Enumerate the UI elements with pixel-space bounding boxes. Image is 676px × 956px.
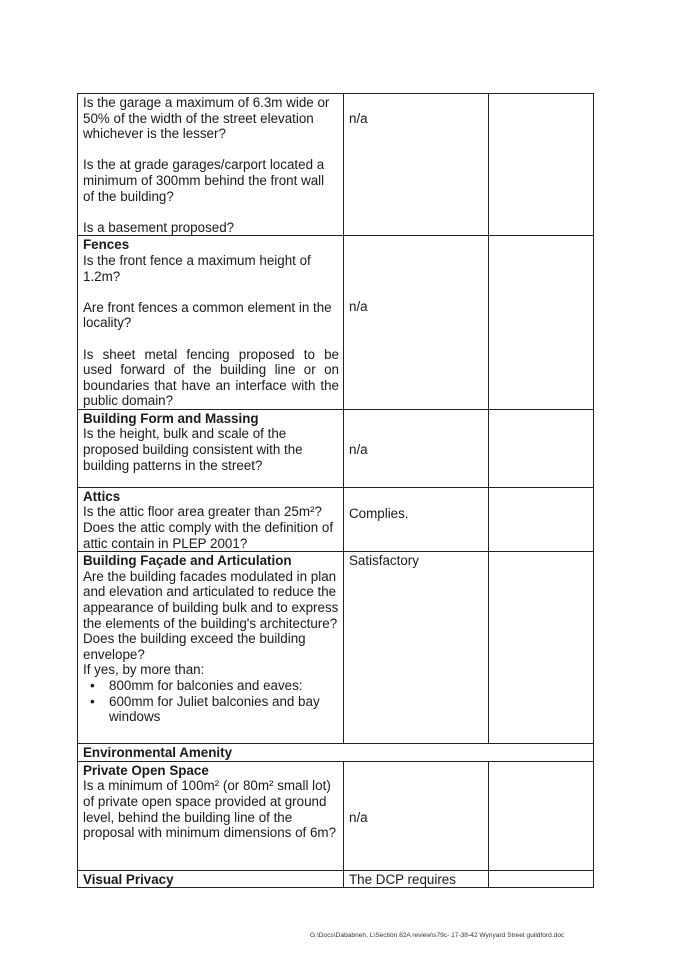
table-row-garage — [78, 94, 594, 236]
fences-heading: Fences — [83, 237, 130, 253]
form-answer-cell — [344, 409, 489, 487]
facade-questions — [78, 552, 344, 744]
amenity-heading: Environmental Amenity — [83, 745, 233, 761]
facade-answer: Satisfactory — [349, 553, 419, 569]
facade-heading: Building Façade and Articulation — [83, 553, 292, 569]
garage-comment-cell — [489, 94, 594, 236]
fences-comment-cell — [489, 236, 594, 410]
facade-answer-cell — [344, 552, 489, 744]
fences-q3: Is sheet metal fencing proposed to be used forward of the building line or on boundaries that have an interface with the public domain? — [83, 346, 339, 409]
form-q1: Is the height, bulk and scale of the proposed building consistent with the building patterns in the street? — [83, 426, 303, 473]
privacy-comment-cell — [489, 870, 594, 888]
open-space-answer-cell — [344, 761, 489, 870]
garage-q2: Is the at grade garages/carport located a minimum of 300mm behind the front wall of the building? — [83, 157, 325, 204]
attics-questions — [78, 487, 344, 551]
table-row-open-space — [78, 761, 594, 870]
attics-q1: Is the attic floor area greater than 25m²? Does the attic comply with the definition of attic contain in PLEP 2001? — [83, 504, 334, 551]
facade-q2: Does the building exceed the building envelope? — [83, 631, 306, 662]
attics-heading: Attics — [83, 488, 121, 504]
garage-answer: n/a — [349, 111, 368, 126]
open-space-q1: Is a minimum of 100m² (or 80m² small lot) of private open space provided at ground level, behind the building line of the proposal with minimum dimensions of 6m? — [83, 778, 337, 841]
open-space-comment-cell — [489, 761, 594, 870]
facade-comment-cell — [489, 552, 594, 744]
facade-q3: If yes, by more than: — [83, 662, 205, 678]
garage-q3: Is a basement proposed? — [83, 219, 235, 235]
privacy-heading-cell — [78, 870, 344, 888]
form-heading: Building Form and Massing — [83, 410, 259, 426]
list-item: • 800mm for balconies and eaves: — [109, 678, 339, 694]
amenity-heading-cell — [78, 744, 594, 762]
fences-q2: Are front fences a common element in the locality? — [83, 299, 332, 331]
attics-answer: Complies. — [349, 505, 409, 521]
privacy-answer: The DCP requires — [349, 871, 456, 887]
form-answer: n/a — [349, 441, 368, 457]
open-space-questions — [78, 761, 344, 870]
open-space-answer: n/a — [349, 809, 368, 825]
open-space-heading: Private Open Space — [83, 762, 209, 778]
fences-answer: n/a — [349, 299, 368, 315]
privacy-answer-cell — [344, 870, 489, 888]
fences-q1: Is the front fence a maximum height of 1.2m? — [83, 252, 311, 284]
garage-answer-cell — [344, 94, 489, 236]
fences-questions — [78, 236, 344, 410]
attics-answer-cell — [344, 487, 489, 551]
table-row-facade — [78, 552, 594, 744]
assessment-table — [77, 93, 594, 888]
garage-questions — [78, 94, 344, 236]
table-row-amenity — [78, 744, 594, 762]
table-row-form — [78, 409, 594, 487]
table-row-attics — [78, 487, 594, 551]
form-questions — [78, 409, 344, 487]
table-row-fences — [78, 236, 594, 410]
facade-bullet-list — [83, 678, 339, 725]
list-item: • 600mm for Juliet balconies and bay windows — [109, 694, 339, 725]
facade-q1: Are the building facades modulated in plan and elevation and articulated to reduce the appearance of building bulk and to express the elements of the building's architecture? — [83, 568, 339, 631]
fences-answer-cell — [344, 236, 489, 410]
attics-comment-cell — [489, 487, 594, 551]
table-row-privacy — [78, 870, 594, 888]
privacy-heading: Visual Privacy — [83, 871, 174, 887]
footer-file-path: G:\Docs\Dababneh, L\Section 82A review\s79c- 17-38-42 Wynyard Street guildford.doc — [310, 932, 565, 939]
garage-q1: Is the garage a maximum of 6.3m wide or 50% of the width of the street elevation whichever is the lesser? — [83, 95, 330, 142]
form-comment-cell — [489, 409, 594, 487]
